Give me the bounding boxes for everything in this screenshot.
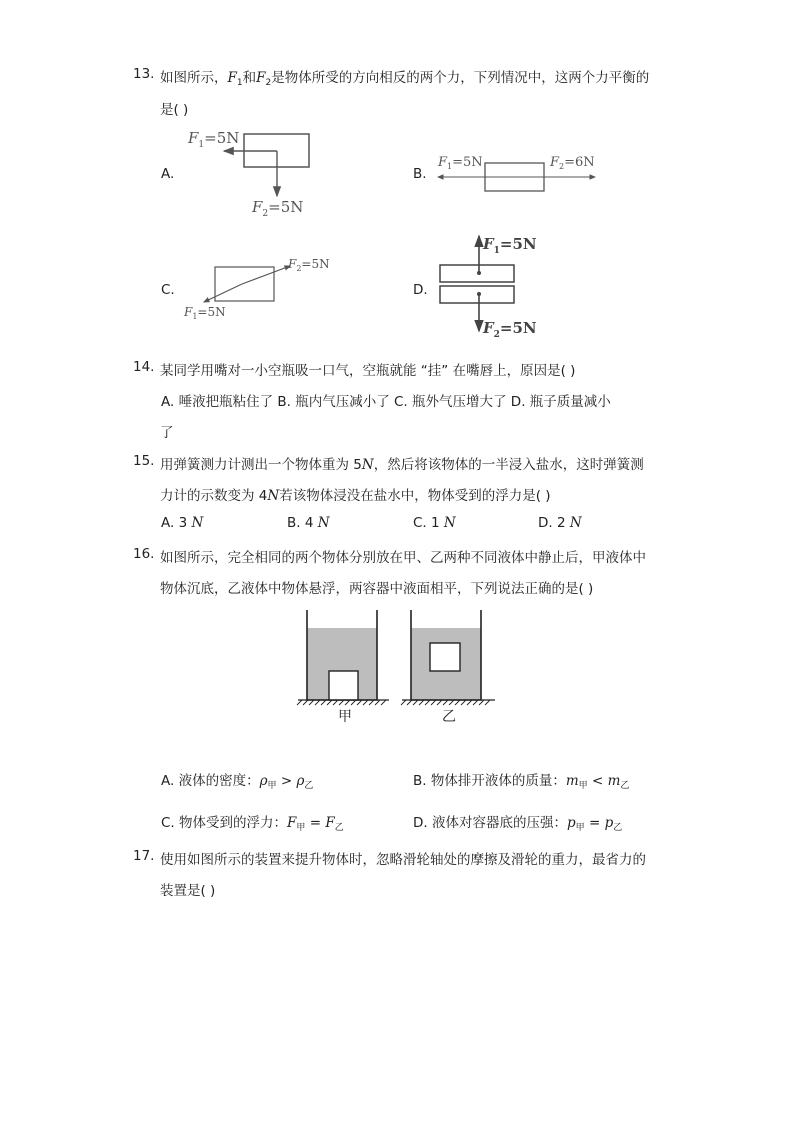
q16-number: 16. <box>133 546 155 562</box>
q16-label-yi: 乙 <box>442 709 456 725</box>
q17-number: 17. <box>133 848 155 864</box>
q16-b-op: < <box>587 773 608 789</box>
q13-f2-sub: 2 <box>265 78 272 88</box>
q16-d-op: = <box>584 815 605 831</box>
q16-d-text: D. 液体对容器底的压强： <box>413 815 567 831</box>
q15-option-c[interactable] <box>413 515 456 531</box>
q15-b-text: B. 4 <box>287 515 314 531</box>
q13-f1-sub: 1 <box>236 78 243 88</box>
q16-d-sub-l: 甲 <box>575 823 585 833</box>
q13-f2: F <box>256 70 266 86</box>
q13-number: 13. <box>133 66 155 82</box>
figb-f1-sub: 1 <box>447 162 453 171</box>
q16-b-sub-r: 乙 <box>620 781 630 791</box>
q13-option-d-label[interactable]: D. <box>413 282 428 298</box>
q15-l2-unit: N <box>267 488 280 504</box>
q15-l2b: 若该物体浸没在盐水中，物体受到的浮力是( ) <box>279 488 551 504</box>
q15-number: 15. <box>133 453 155 469</box>
svg-text:F2=6N <box>549 155 595 171</box>
q15-l1a: 用弹簧测力计测出一个物体重为 5 <box>160 457 362 473</box>
figd-f2-val: =5N <box>499 319 537 337</box>
q13-option-a-label[interactable]: A. <box>161 166 175 182</box>
figd-f2-sub: 2 <box>493 330 500 340</box>
figb-f2-sub: 2 <box>559 162 565 171</box>
q15-d-unit: N <box>569 515 582 531</box>
q13-option-b-label[interactable]: B. <box>413 166 427 182</box>
figd-f2: F <box>483 319 494 337</box>
figd-f1: F <box>483 235 494 253</box>
q16-stem-line2: 物体沉底，乙液体中物体悬浮，两容器中液面相平，下列说法正确的是( ) <box>160 581 594 597</box>
q14-number: 14. <box>133 359 155 375</box>
q16-b-m-l: m <box>565 773 579 789</box>
figb-f1: F <box>438 155 448 170</box>
figc-f2-val: =5N <box>301 257 330 271</box>
q14-options[interactable]: A. 唾液把瓶粘住了 B. 瓶内气压减小了 C. 瓶外气压增大了 D. 瓶子质量减小 <box>161 394 611 410</box>
q16-c-op: = <box>305 815 326 831</box>
figa-f2-sub: 2 <box>262 209 269 219</box>
svg-text:F1=5N <box>437 155 483 171</box>
figd-f1-sub: 1 <box>493 246 500 256</box>
q13-figure-a <box>180 125 320 220</box>
figa-f2: F <box>252 198 263 216</box>
q16-c-f-r: F <box>325 815 335 831</box>
q16-a-text: A. 液体的密度： <box>161 773 260 789</box>
q16-c-text: C. 物体受到的浮力： <box>161 815 288 831</box>
q16-b-sub-l: 甲 <box>578 781 588 791</box>
q15-b-unit: N <box>317 515 330 531</box>
figc-f2-sub: 2 <box>296 264 302 273</box>
svg-text:F1=5N <box>183 305 226 321</box>
q15-l2a: 力计的示数变为 4 <box>160 488 268 504</box>
q16-d-p-r: p <box>604 815 614 831</box>
q16-option-b[interactable] <box>413 769 629 791</box>
q15-c-unit: N <box>443 515 456 531</box>
q16-a-rho-r: ρ <box>296 773 305 789</box>
svg-text:F2=5N <box>251 198 303 219</box>
q15-c-text: C. 1 <box>413 515 440 531</box>
svg-text:F1=5N <box>187 129 239 150</box>
figc-f2: F <box>288 257 297 271</box>
q15-a-unit: N <box>191 515 204 531</box>
q16-c-f-l: F <box>287 815 297 831</box>
figa-f1-val: =5N <box>204 129 240 147</box>
q13-figure-b <box>432 150 602 195</box>
figc-f1-val: =5N <box>197 305 226 319</box>
q15-d-text: D. 2 <box>538 515 566 531</box>
figb-f2: F <box>550 155 560 170</box>
figb-f1-val: =5N <box>452 155 483 170</box>
q16-option-c[interactable] <box>161 811 344 833</box>
svg-text:F1=5N <box>482 235 537 256</box>
q17-stem-line2: 装置是( ) <box>160 883 216 899</box>
q16-option-d[interactable] <box>413 811 622 833</box>
q13-text: 如图所示， <box>160 70 228 86</box>
q13-f1: F <box>227 70 237 86</box>
q16-d-sub-r: 乙 <box>613 823 623 833</box>
q14-stem: 某同学用嘴对一小空瓶吸一口气，空瓶就能 “挂” 在嘴唇上，原因是( ) <box>160 363 576 379</box>
q16-stem-line1: 如图所示，完全相同的两个物体分别放在甲、乙两种不同液体中静止后，甲液体中 <box>160 550 646 566</box>
figb-f2-val: =6N <box>564 155 595 170</box>
svg-text:F2=5N <box>482 319 537 340</box>
figc-f1-sub: 1 <box>192 312 198 321</box>
q13-text-post: 是物体所受的方向相反的两个力，下列情况中，这两个力平衡的 <box>271 70 650 86</box>
q16-a-sub-r: 乙 <box>304 781 314 791</box>
q15-stem-line2 <box>160 484 551 504</box>
q13-stem-line1 <box>160 66 649 88</box>
figa-f2-val: =5N <box>268 198 304 216</box>
q15-option-b[interactable] <box>287 515 330 531</box>
figa-f1: F <box>188 129 199 147</box>
q13-option-c-label[interactable]: C. <box>161 282 175 298</box>
q16-containers-figure <box>296 604 501 729</box>
q17-stem-line1: 使用如图所示的装置来提升物体时，忽略滑轮轴处的摩擦及滑轮的重力，最省力的 <box>160 852 646 868</box>
figa-f1-sub: 1 <box>198 140 205 150</box>
q13-figure-c <box>180 253 350 325</box>
svg-text:F2=5N <box>287 257 330 273</box>
q16-a-sub-l: 甲 <box>267 781 277 791</box>
q15-l1b: ，然后将该物体的一半浸入盐水，这时弹簧测 <box>373 457 644 473</box>
q16-b-text: B. 物体排开液体的质量： <box>413 773 566 789</box>
q15-option-a[interactable] <box>161 515 203 531</box>
q16-c-sub-l: 甲 <box>296 823 306 833</box>
q15-stem-line1 <box>160 453 644 473</box>
q16-option-a[interactable] <box>161 769 313 791</box>
figc-f1: F <box>184 305 193 319</box>
q13-and: 和 <box>242 70 257 86</box>
q13-stem-line2: 是( ) <box>160 102 189 118</box>
q15-a-text: A. 3 <box>161 515 188 531</box>
q16-label-jia: 甲 <box>338 709 352 725</box>
q16-d-p-l: p <box>566 815 576 831</box>
figd-f1-val: =5N <box>499 235 537 253</box>
q15-l1-unit: N <box>361 457 374 473</box>
q16-a-op: > <box>276 773 297 789</box>
q14-options-tail: 了 <box>160 425 174 441</box>
q16-c-sub-r: 乙 <box>334 823 344 833</box>
q16-a-rho-l: ρ <box>259 773 268 789</box>
q16-b-m-r: m <box>607 773 621 789</box>
q13-figure-d <box>432 230 562 342</box>
q15-option-d[interactable] <box>538 515 582 531</box>
